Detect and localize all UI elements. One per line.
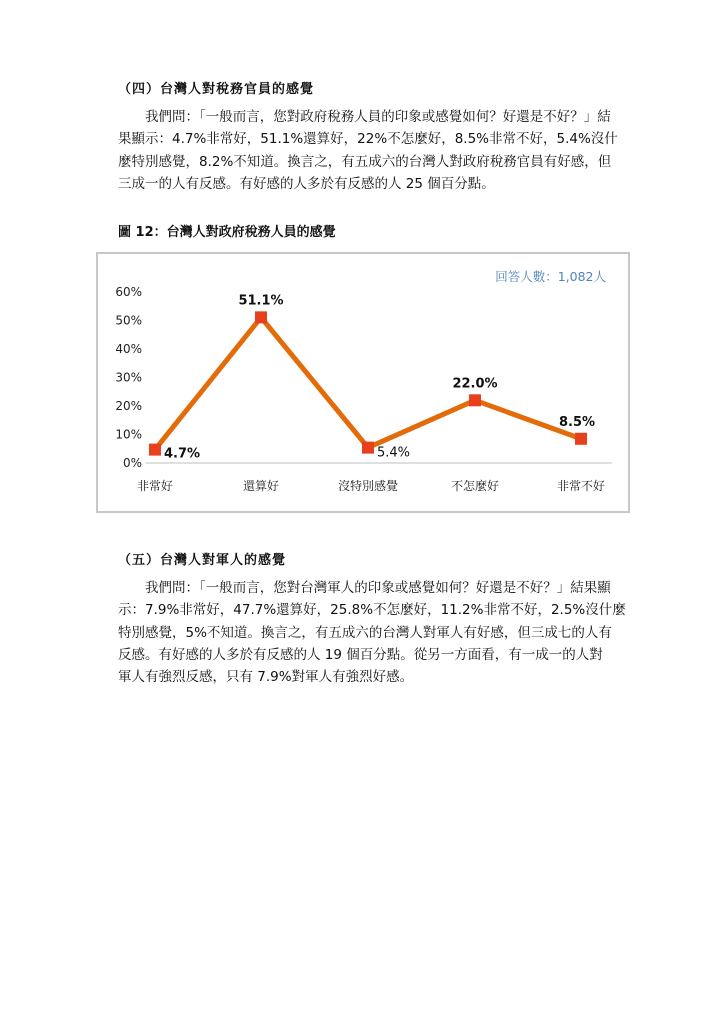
section-4-heading: （四）台灣人對稅務官員的感覺 <box>118 82 315 97</box>
y-tick-label: 50% <box>115 313 142 328</box>
y-tick-label: 60% <box>115 285 142 299</box>
paragraph-line: 果顯示：4.7%非常好，51.1%還算好，22%不怎麼好，8.5%非常不好，5.4%沒什 <box>118 131 618 148</box>
section-4-paragraph <box>118 106 642 195</box>
data-point <box>255 311 267 323</box>
data-point <box>149 444 161 456</box>
paragraph-line: 三成一的人有反感。有好感的人多於有反感的人 25 個百分點。 <box>118 175 495 192</box>
figure-caption: 圖 12：台灣人對政府稅務人員的感覺 <box>118 225 336 240</box>
paragraph-line: 我們問：「一般而言，您對政府稅務人員的印象或感覺如何？好還是不好？」結 <box>118 109 611 125</box>
x-tick-label: 不怎麼好 <box>450 479 500 493</box>
x-tick-label: 還算好 <box>242 479 280 493</box>
y-tick-label: 30% <box>115 370 142 385</box>
y-tick-label: 40% <box>115 342 142 356</box>
line-chart <box>98 254 628 511</box>
y-tick-label: 20% <box>115 399 142 413</box>
y-tick-label: 10% <box>115 427 142 442</box>
series-line <box>155 317 581 449</box>
data-label: 4.7% <box>164 446 201 462</box>
y-tick-label: 0% <box>122 456 142 470</box>
section-5-paragraph <box>118 577 642 688</box>
data-label: 51.1% <box>238 293 284 309</box>
paragraph-line: 我們問：「一般而言，您對台灣軍人的印象或感覺如何？好還是不好？」結果顯 <box>118 580 611 596</box>
data-point <box>575 433 587 445</box>
paragraph-line: 軍人有強烈反感，只有 7.9%對軍人有強烈好感。 <box>118 669 414 686</box>
paragraph-line: 示：7.9%非常好，47.7%還算好，25.8%不怎麼好，11.2%非常不好，2.5%沒什麼 <box>118 602 626 619</box>
chart-frame <box>96 252 630 513</box>
section-5-heading: （五）台灣人對軍人的感覺 <box>118 553 287 568</box>
data-point <box>469 394 481 406</box>
x-tick-label: 非常好 <box>136 479 174 493</box>
x-tick-label: 沒特別感覺 <box>337 479 399 493</box>
paragraph-line: 特別感覺，5%不知道。換言之，有五成六的台灣人對軍人有好感，但三成七的人有 <box>118 624 612 641</box>
data-label: 8.5% <box>558 414 596 430</box>
data-point <box>362 442 374 454</box>
paragraph-line: 麼特別感覺，8.2%不知道。換言之，有五成六的台灣人對政府稅務官員有好感，但 <box>118 153 612 170</box>
x-tick-label: 非常不好 <box>556 479 606 493</box>
respondents-note: 回答人數：1,082人 <box>495 269 606 284</box>
paragraph-line: 反感。有好感的人多於有反感的人 19 個百分點。從另一方面看，有一成一的人對 <box>118 646 603 663</box>
data-label: 22.0% <box>452 376 498 392</box>
data-label: 5.4% <box>377 445 411 461</box>
